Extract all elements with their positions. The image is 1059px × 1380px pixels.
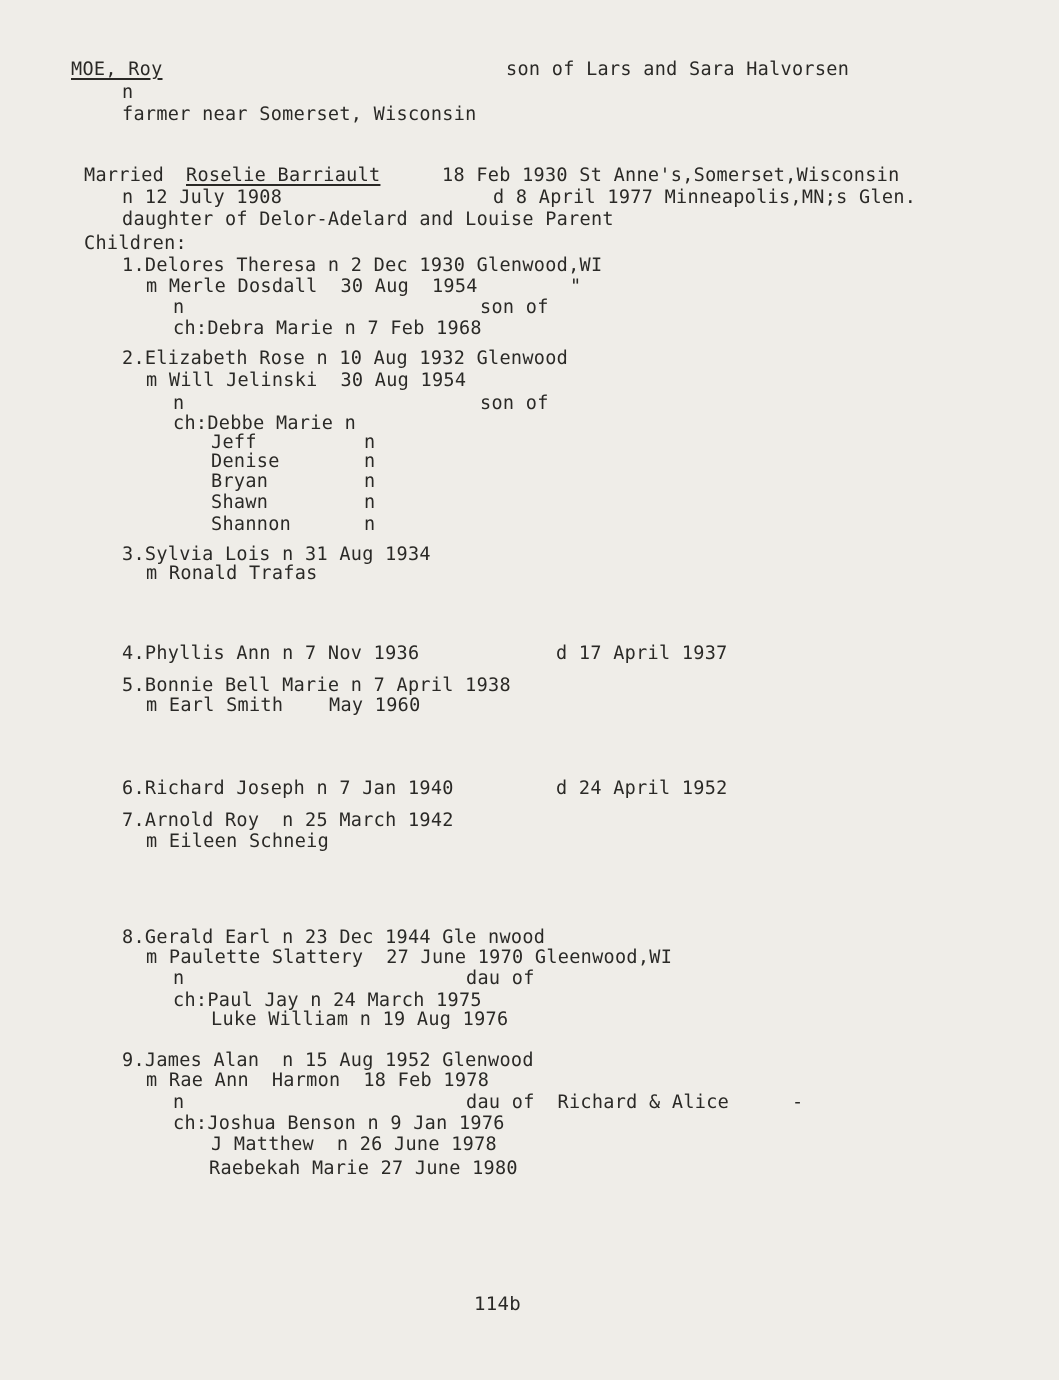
child-9-marriage: m Rae Ann Harmon 18 Feb 1978 xyxy=(146,1070,490,1091)
child-9-line: 9.James Alan n 15 Aug 1952 Glenwood xyxy=(122,1050,534,1071)
child-8-line: 8.Gerald Earl n 23 Dec 1944 Gle nwood xyxy=(122,927,546,948)
child-8-grandchild: Luke William n 19 Aug 1976 xyxy=(211,1009,509,1030)
spouse-birth: n 12 July 1908 xyxy=(122,187,283,208)
child-7-marriage: m Eileen Schneig xyxy=(146,831,330,852)
child-3-marriage: m Ronald Trafas xyxy=(146,563,318,584)
children-heading: Children: xyxy=(84,233,187,254)
child-9-grandchild: Raebekah Marie 27 June 1980 xyxy=(209,1158,518,1179)
child-8-grandchild: ch:Paul Jay n 24 March 1975 xyxy=(173,990,482,1011)
child-1-spouse-birth: n xyxy=(173,297,185,318)
child-2-spouse-birth: n xyxy=(173,393,185,414)
child-2-grandchild: Denise xyxy=(211,451,280,472)
child-2-grandchild: Shawn xyxy=(211,492,269,513)
child-5-marriage: m Earl Smith May 1960 xyxy=(146,695,421,716)
child-2-line: 2.Elizabeth Rose n 10 Aug 1932 Glenwood xyxy=(122,348,569,369)
child-1-ditto: " xyxy=(570,276,582,297)
subject-occupation: farmer near Somerset, Wisconsin xyxy=(122,104,477,125)
page-number: 114b xyxy=(474,1293,521,1315)
child-2-marriage: m Will Jelinski 30 Aug 1954 xyxy=(146,370,467,391)
child-1-line: 1.Delores Theresa n 2 Dec 1930 Glenwood,WI xyxy=(122,255,603,276)
child-8-marriage: m Paulette Slattery 27 June 1970 Gleenwood,WI xyxy=(146,947,673,968)
child-1-marriage: m Merle Dosdall 30 Aug 1954 xyxy=(146,276,478,297)
child-8-spouse-parents: dau of xyxy=(466,968,535,989)
child-4-death: d 17 April 1937 xyxy=(556,643,728,664)
child-9-grandchild: J Matthew n 26 June 1978 xyxy=(211,1134,497,1155)
child-6-death: d 24 April 1952 xyxy=(556,778,728,799)
child-1-grandchild: ch:Debra Marie n 7 Feb 1968 xyxy=(173,318,482,339)
child-6-line: 6.Richard Joseph n 7 Jan 1940 xyxy=(122,778,454,799)
child-2-grandchild: Bryan xyxy=(211,471,269,492)
child-9-spouse-parents: dau of Richard & Alice xyxy=(466,1092,730,1113)
child-2-grandchild-birth: n xyxy=(364,471,376,492)
marriage-details: 18 Feb 1930 St Anne's,Somerset,Wisconsin xyxy=(442,165,900,186)
child-2-grandchild-birth: n xyxy=(364,451,376,472)
child-7-line: 7.Arnold Roy n 25 March 1942 xyxy=(122,810,454,831)
child-9-dash: - xyxy=(792,1092,804,1113)
child-4-line: 4.Phyllis Ann n 7 Nov 1936 xyxy=(122,643,420,664)
child-2-spouse-parents: son of xyxy=(480,393,549,414)
child-2-grandchild-birth: n xyxy=(364,432,376,453)
subject-birth-marker: n xyxy=(122,82,134,103)
child-8-spouse-birth: n xyxy=(173,968,185,989)
child-9-grandchild: ch:Joshua Benson n 9 Jan 1976 xyxy=(173,1113,505,1134)
spouse-death: d 8 April 1977 Minneapolis,MN;s Glen. xyxy=(493,187,917,208)
child-2-grandchild-birth: n xyxy=(364,514,376,535)
child-2-grandchild: ch:Debbe Marie n xyxy=(173,413,357,434)
child-2-grandchild: Shannon xyxy=(211,514,292,535)
marriage-prefix: Married xyxy=(84,165,165,186)
spouse-name: Roselie Barriault xyxy=(186,165,381,186)
child-2-grandchild-birth: n xyxy=(364,492,376,513)
child-9-spouse-birth: n xyxy=(173,1092,185,1113)
child-2-grandchild: Jeff xyxy=(211,432,257,453)
spouse-parents: daughter of Delor-Adelard and Louise Parent xyxy=(122,209,614,230)
child-1-spouse-parents: son of xyxy=(480,297,549,318)
subject-parents: son of Lars and Sara Halvorsen xyxy=(506,59,850,80)
child-5-line: 5.Bonnie Bell Marie n 7 April 1938 xyxy=(122,675,511,696)
child-3-line: 3.Sylvia Lois n 31 Aug 1934 xyxy=(122,544,431,565)
subject-name: MOE, Roy xyxy=(71,59,163,80)
